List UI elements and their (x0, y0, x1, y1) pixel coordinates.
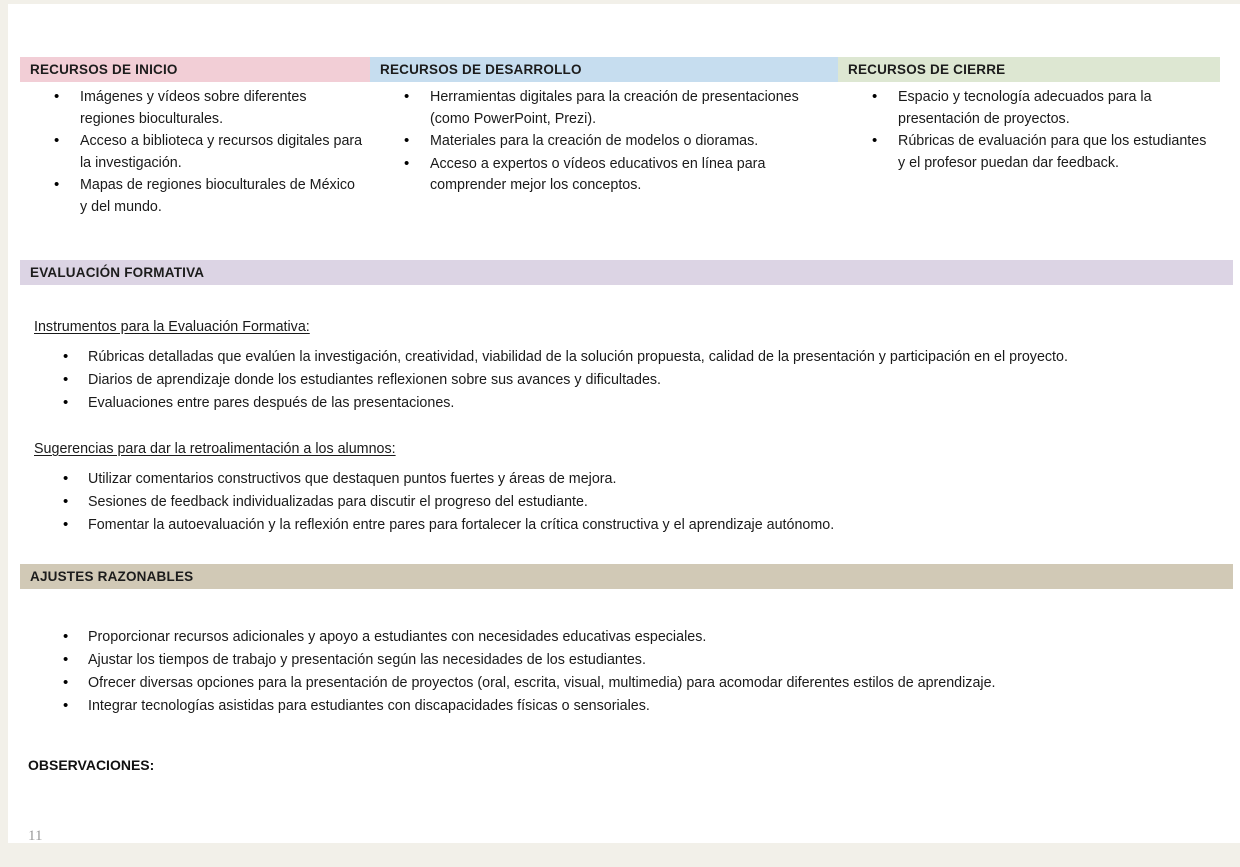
observaciones-label: OBSERVACIONES: (28, 757, 155, 773)
list-item: • Ofrecer diversas opciones para la presentación de proyectos (oral, escrita, visual, multimedia) para acomodar diferentes estilos de aprendizaje. (54, 673, 1224, 695)
list-item: • Espacio y tecnología adecuados para la presentación de proyectos. (872, 87, 1214, 130)
list-item: • Utilizar comentarios constructivos que destaquen puntos fuertes y áreas de mejora. (54, 469, 1224, 491)
list-item: • Proporcionar recursos adicionales y apoyo a estudiantes con necesidades educativas especiales. (54, 627, 1224, 649)
list-item: • Evaluaciones entre pares después de las presentaciones. (54, 393, 1224, 415)
list-item: • Herramientas digitales para la creación de presentaciones (como PowerPoint, Prezi). (404, 87, 832, 130)
resources-desarrollo-list (370, 87, 838, 197)
resources-inicio-header: RECURSOS DE INICIO (20, 57, 370, 82)
document-page (8, 4, 1240, 843)
list-item: • Acceso a biblioteca y recursos digitales para la investigación. (54, 131, 364, 174)
resources-cierre-list (838, 87, 1220, 174)
list-item: • Integrar tecnologías asistidas para estudiantes con discapacidades físicas o sensoriales. (54, 696, 1224, 718)
resources-column-inicio (20, 57, 370, 219)
ajustes-razonables-list (54, 627, 1224, 719)
resources-table (20, 57, 1220, 219)
instrumentos-subheading: Instrumentos para la Evaluación Formativa: (34, 319, 310, 335)
list-item: • Rúbricas detalladas que evalúen la investigación, creatividad, viabilidad de la solución propuesta, calidad de la presentación y participación en el proyecto. (54, 347, 1224, 369)
page-number: 11 (28, 828, 43, 843)
evaluacion-formativa-header: EVALUACIÓN FORMATIVA (20, 260, 1233, 285)
sugerencias-subheading: Sugerencias para dar la retroalimentación a los alumnos: (34, 441, 396, 457)
resources-column-cierre (838, 57, 1220, 175)
list-item: • Sesiones de feedback individualizadas para discutir el progreso del estudiante. (54, 492, 1224, 514)
sugerencias-list (54, 469, 1224, 538)
resources-desarrollo-header: RECURSOS DE DESARROLLO (370, 57, 838, 82)
resources-cierre-header: RECURSOS DE CIERRE (838, 57, 1220, 82)
list-item: • Ajustar los tiempos de trabajo y presentación según las necesidades de los estudiantes. (54, 650, 1224, 672)
list-item: • Rúbricas de evaluación para que los estudiantes y el profesor puedan dar feedback. (872, 131, 1214, 174)
list-item: • Diarios de aprendizaje donde los estudiantes reflexionen sobre sus avances y dificultades. (54, 370, 1224, 392)
list-item: • Materiales para la creación de modelos o dioramas. (404, 131, 832, 153)
list-item: • Mapas de regiones bioculturales de México y del mundo. (54, 175, 364, 218)
ajustes-razonables-header: AJUSTES RAZONABLES (20, 564, 1233, 589)
resources-inicio-list (20, 87, 370, 218)
resources-column-desarrollo (370, 57, 838, 198)
instrumentos-list (54, 347, 1224, 416)
list-item: • Acceso a expertos o vídeos educativos en línea para comprender mejor los conceptos. (404, 154, 832, 197)
list-item: • Fomentar la autoevaluación y la reflexión entre pares para fortalecer la crítica constructiva y el aprendizaje autónomo. (54, 515, 1224, 537)
list-item: • Imágenes y vídeos sobre diferentes regiones bioculturales. (54, 87, 364, 130)
